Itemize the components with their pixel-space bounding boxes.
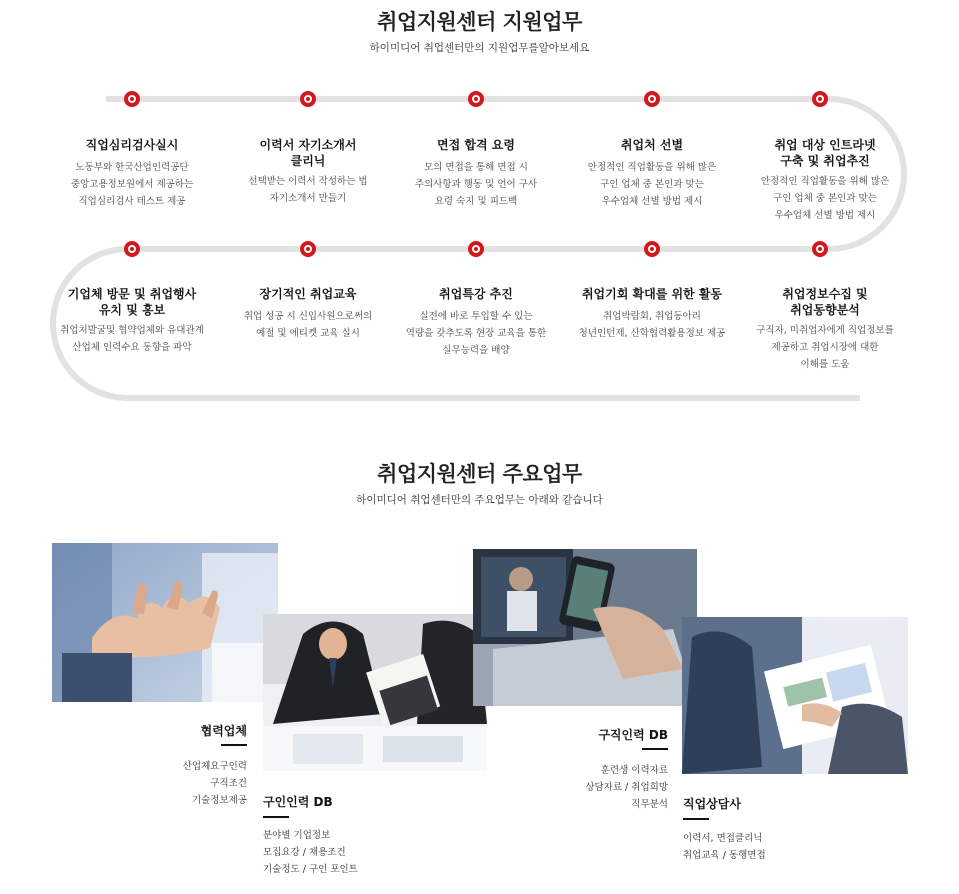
- timeline-dot: [124, 91, 140, 107]
- step-title: [47, 286, 217, 318]
- step-desc-line: 구직자, 미취업자에게 직업정보를: [756, 325, 894, 336]
- card-divider: [263, 816, 289, 818]
- timeline-dot: [812, 241, 828, 257]
- step-description: [223, 173, 393, 207]
- card-line: 직무분석: [631, 799, 668, 810]
- support-step: [567, 286, 737, 342]
- step-desc-line: 역량을 갖추도록 현장 교육을 통한: [405, 328, 547, 339]
- step-description: [567, 159, 737, 210]
- step-desc-line: 취업박람회, 취업동아리: [603, 311, 701, 322]
- step-desc-line: 산업체 인력수요 동향을 파악: [72, 342, 192, 353]
- step-description: [391, 308, 561, 359]
- step-desc-line: 자기소개서 만들기: [269, 193, 347, 204]
- step-title-line: 취업동향분석: [790, 303, 860, 317]
- step-desc-line: 이해를 도움: [800, 359, 850, 370]
- support-step: [223, 286, 393, 342]
- support-step: [223, 137, 393, 207]
- step-description: [391, 159, 561, 210]
- card-title-jobseeker-db: 구직인력 DB: [598, 728, 668, 742]
- step-desc-line: 직업심리검사 테스트 제공: [78, 196, 186, 207]
- card-line: 기술정도 / 구인 포인트: [263, 864, 358, 875]
- timeline-dot: [468, 91, 484, 107]
- card-line: 산업체요구인력: [182, 761, 247, 772]
- support-step: [47, 286, 217, 356]
- card-line: 구직조건: [210, 778, 247, 789]
- card-lines-partner: [120, 758, 247, 809]
- step-desc-line: 우수업체 선별 방법 제시: [601, 196, 703, 207]
- step-desc-line: 안정적인 직업활동을 위해 많은: [587, 162, 717, 173]
- support-step: [567, 137, 737, 210]
- step-title: 면접 합격 요령: [437, 138, 515, 152]
- card-divider: [221, 744, 247, 746]
- card-title-employer-db: 구인인력 DB: [263, 795, 333, 809]
- card-title-partner: 협력업체: [200, 724, 247, 738]
- step-desc-line: 제공하고 취업시장에 대한: [771, 342, 879, 353]
- step-desc-line: 선택받는 이력서 작성하는 법: [248, 176, 368, 187]
- step-title: [740, 137, 910, 169]
- step-description: [223, 308, 393, 342]
- step-desc-line: 청년인턴제, 산학협력활용정보 제공: [578, 328, 726, 339]
- laptop-phone-photo: [473, 549, 697, 706]
- card-line: 훈련생 이력자료: [600, 765, 668, 776]
- timeline-dot: [644, 91, 660, 107]
- step-desc-line: 노동부와 한국산업인력공단: [75, 162, 189, 173]
- step-title: 직업심리검사실시: [85, 138, 179, 152]
- step-desc-line: 요령 숙지 및 피드백: [434, 196, 518, 207]
- step-title-line: 이력서 자기소개서: [259, 138, 357, 152]
- card-line: 분야별 기업정보: [263, 830, 331, 841]
- section2-title: 취업지원센터 주요업무: [377, 462, 582, 486]
- step-title: 취업특강 추진: [439, 287, 513, 301]
- card-line: 상담자료 / 취업희망: [585, 782, 668, 793]
- support-step: [740, 137, 910, 224]
- step-desc-line: 우수업체 선별 방법 제시: [774, 210, 876, 221]
- card-lines-counselor: [683, 830, 766, 864]
- support-step: [740, 286, 910, 373]
- timeline-dot: [644, 241, 660, 257]
- step-desc-line: 취업 성공 시 신입사원으로써의: [243, 311, 373, 322]
- section1-subtitle: 하이미디어 취업센터만의 지원업무를알아보세요: [369, 42, 590, 54]
- step-description: [567, 308, 737, 342]
- step-title-line: 유치 및 홍보: [98, 303, 166, 317]
- card-line: 이력서, 면접클리닉: [683, 833, 763, 844]
- card-title-counselor: 직업상담사: [683, 797, 741, 811]
- card-lines-employer-db: [263, 827, 358, 878]
- timeline-dot: [300, 241, 316, 257]
- business-meeting-photo: [263, 614, 487, 771]
- timeline-track-top: [106, 96, 826, 102]
- step-desc-line: 구인 업체 중 본인과 맞는: [773, 193, 877, 204]
- card-divider: [683, 818, 709, 820]
- support-step: [47, 137, 217, 210]
- step-title: 취업기회 확대를 위한 활동: [581, 287, 723, 301]
- step-description: [47, 322, 217, 356]
- step-desc-line: 취업처발굴및 협약업체와 유대관계: [60, 325, 204, 336]
- section1-title: 취업지원센터 지원업무: [377, 10, 582, 34]
- step-desc-line: 모의 면접을 통해 면접 시: [424, 162, 528, 173]
- step-title-line: 클리닉: [290, 154, 326, 168]
- support-step: [391, 286, 561, 359]
- step-title-line: 취업 대상 인트라넷: [774, 138, 876, 152]
- step-description: [740, 173, 910, 224]
- step-title-line: 기업체 방문 및 취업행사: [67, 287, 197, 301]
- step-title-line: 취업정보수집 및: [782, 287, 868, 301]
- step-desc-line: 구인 업체 중 본인과 맞는: [600, 179, 704, 190]
- card-lines-jobseeker-db: [540, 762, 668, 813]
- timeline-dot: [124, 241, 140, 257]
- step-desc-line: 중앙고용정보원에서 제공하는: [70, 179, 194, 190]
- step-description: [740, 322, 910, 373]
- timeline-track-bottom: [200, 395, 860, 401]
- timeline-dot: [300, 91, 316, 107]
- card-line: 모집요강 / 채용조건: [263, 847, 346, 858]
- step-desc-line: 주의사항과 행동 및 언어 구사: [414, 179, 538, 190]
- step-title: [740, 286, 910, 318]
- step-title: [223, 137, 393, 169]
- step-title: 취업처 선별: [620, 138, 684, 152]
- timeline-dot: [812, 91, 828, 107]
- step-title-line: 구축 및 취업추진: [780, 154, 870, 168]
- thumbs-up-team-photo: [52, 543, 278, 702]
- timeline-dot: [468, 241, 484, 257]
- card-line: 기술정보제공: [191, 795, 247, 806]
- step-description: [47, 159, 217, 210]
- step-title: 장기적인 취업교육: [259, 287, 357, 301]
- consulting-documents-photo: [682, 617, 908, 774]
- card-divider: [642, 748, 668, 750]
- step-desc-line: 예절 및 에티켓 교육 실시: [256, 328, 360, 339]
- section2-subtitle: 하이미디어 취업센터만의 주요업무는 아래와 같습니다: [356, 494, 603, 506]
- support-step: [391, 137, 561, 210]
- step-desc-line: 실전에 바로 투입할 수 있는: [419, 311, 533, 322]
- card-line: 취업교육 / 동행면접: [683, 850, 766, 861]
- step-desc-line: 안정적인 직업활동을 위해 많은: [760, 176, 890, 187]
- step-desc-line: 실무능력을 배양: [442, 345, 510, 356]
